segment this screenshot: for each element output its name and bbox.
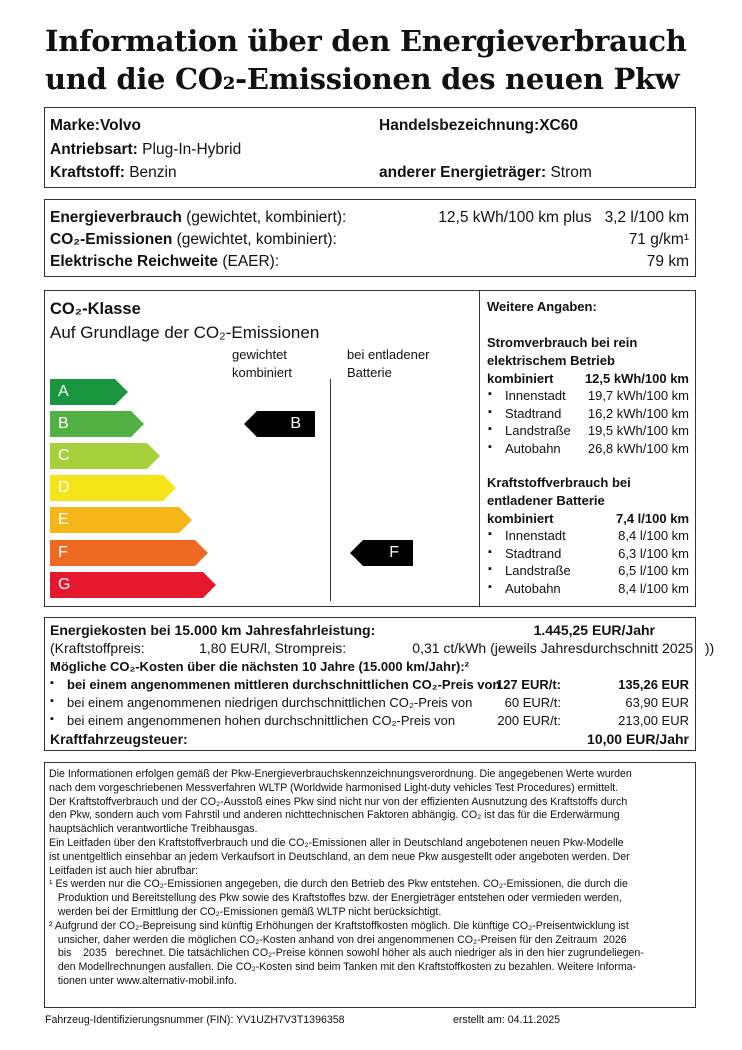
fuel-row-label: ▪ Landstraße — [505, 563, 571, 578]
fuel-row-value: 8,4 l/100 km — [618, 528, 689, 543]
info-line: Leitfaden ist auch hier abrufbar: — [49, 864, 198, 877]
info-line: den Modellrechnungen ausfallen. Die CO₂-Kosten sind beim Tanken mit den Kraftstoffkosten zu bezahlen. Weitere Informa- — [49, 961, 637, 974]
class-bar-g: G — [50, 572, 203, 598]
elec-row-label: ▪ Innenstadt — [505, 388, 566, 403]
fuel-row-value: 6,3 l/100 km — [618, 545, 689, 561]
elec-heading — [487, 334, 637, 370]
class-bar-c: C — [50, 443, 147, 469]
brand-label: Marke: — [50, 117, 100, 134]
co2-class-subheading: Auf Grundlage der CO₂-Emissionen — [50, 323, 320, 342]
co2-cost-row-price: 200 EUR/t: — [497, 713, 561, 728]
fuel-heading — [487, 474, 631, 510]
col-discharged-header — [347, 346, 429, 382]
elec-combined-label: kombiniert — [487, 371, 554, 386]
tax-value: 10,00 EUR/Jahr — [587, 731, 689, 747]
fuel-value: Benzin — [129, 164, 177, 181]
brand-value: Volvo — [99, 117, 142, 134]
info-line: ist unentgeltlich einsehbar an jedem Verkaufsort in Deutschland, an dem neue Pkw ausgestellt oder angeboten werden. Der — [49, 850, 630, 863]
further-heading: Weitere Angaben: — [487, 299, 597, 314]
range-row — [50, 253, 279, 271]
tax-label: Kraftfahrzeugsteuer: — [50, 731, 188, 747]
fuel-row-label: ▪ Autobahn — [505, 581, 561, 596]
energy-consumption-label: Energieverbrauch — [50, 209, 182, 226]
date-value: 04.11.2025 — [507, 1014, 560, 1026]
info-line: Produktion und Bereitstellung des Pkw sowie des Kraftstoffes bzw. der Energieträger entstehen oder vermieden werden, — [49, 892, 622, 905]
energy-costs-label: Energiekosten bei 15.000 km Jahresfahrleistung: — [50, 622, 376, 638]
info-text — [49, 768, 644, 989]
co2-cost-row-text: ▪ bei einem angenommenen niedrigen durchschnittlichen CO₂-Preis von — [67, 695, 472, 710]
fuel-combined-label: kombiniert — [487, 511, 554, 526]
co2-emissions-row — [50, 231, 337, 249]
other-energy-value: Strom — [550, 164, 592, 181]
elec-row-value: 19,7 kWh/100 km — [587, 388, 689, 403]
model-label: Handelsbezeichnung: — [379, 117, 540, 134]
drive-label: Antriebsart: — [50, 141, 138, 158]
info-line: werden bei der Ermittlung der CO₂-Emissionen gemäß WLTP nicht berücksichtigt. — [49, 905, 442, 918]
co2-cost-row-price: 60 EUR/t: — [504, 695, 561, 710]
co2-emissions-value: 71 g/km¹ — [628, 231, 689, 248]
fuel-row-label: ▪ Stadtrand — [505, 546, 561, 561]
co2-class-heading: CO₂-Klasse — [50, 300, 141, 318]
model-value: XC60 — [539, 117, 578, 134]
elec-row-value: 19,5 kWh/100 km — [587, 423, 689, 439]
co2-cost-row-price: 127 EUR/t: — [495, 677, 561, 692]
range-note: (EAER): — [222, 253, 280, 270]
info-line: nach dem vorgeschriebenen Messverfahren WLTP (Worldwide harmonised Light-duty vehicles Test Procedures) ermittelt. — [49, 781, 619, 794]
col-discharged-line2: Batterie — [347, 365, 392, 380]
elec-row-label: ▪ Landstraße — [505, 423, 571, 438]
further-info-divider — [479, 291, 480, 606]
col-discharged-line1: bei entladener — [347, 347, 430, 362]
class-bar-b: B — [50, 411, 131, 437]
info-line: den Pkw, sondern auch vom Fahrstil und anderen nichttechnischen Faktoren abhängig. CO₂ ist das für die Erderwärmung — [49, 809, 620, 822]
co2-class-box — [44, 290, 696, 607]
fuel-label: Kraftstoff: — [50, 164, 125, 181]
range-label: Elektrische Reichweite — [50, 253, 218, 270]
info-line: tionen unter www.alternativ-mobil.info. — [49, 974, 237, 987]
co2-costs-label: Mögliche CO₂-Kosten über die nächsten 10 Jahre (15.000 km/Jahr):² — [50, 659, 470, 674]
info-line: unsicher, daher werden die möglichen CO₂-Kosten anhand von drei angenommenen CO₂-Preisen für den Zeitraum 2026 — [49, 933, 627, 946]
fin-row — [45, 1014, 345, 1026]
fin-value: YV1UZH7V3T1396358 — [236, 1014, 345, 1026]
title-line-1: Information über den Energieverbrauch — [45, 24, 687, 58]
class-bar-e: E — [50, 507, 179, 533]
costs-box — [44, 617, 715, 751]
fuel-row-value: 6,5 l/100 km — [618, 563, 689, 579]
elec-row-value: 16,2 kWh/100 km — [587, 405, 689, 421]
elec-heading-line2: elektrischem Betrieb — [487, 353, 615, 368]
model-row — [379, 117, 578, 135]
co2-cost-row-value: 135,26 EUR — [618, 677, 689, 692]
fuel-row-label: ▪ Innenstadt — [505, 528, 566, 543]
elec-row-label: ▪ Stadtrand — [505, 406, 561, 421]
info-line: bis 2035 berechnet. Die tatsächlichen CO₂-Preise können sowohl höher als auch niedriger als in den hier zugrundeliegen- — [49, 947, 644, 960]
date-row — [453, 1014, 560, 1026]
energy-costs-value: 1.445,25 EUR/Jahr — [533, 622, 655, 638]
fuel-row-value: 8,4 l/100 km — [618, 580, 689, 596]
consumption-box — [44, 199, 696, 277]
co2-cost-row-value: 213,00 EUR — [618, 713, 689, 728]
vehicle-box — [44, 107, 696, 188]
fuel-combined-value: 7,4 l/100 km — [616, 511, 689, 526]
drive-value: Plug-In-Hybrid — [142, 141, 242, 158]
energy-consumption-row — [50, 209, 346, 227]
elec-combined-value: 12,5 kWh/100 km — [584, 371, 689, 386]
page-title — [45, 22, 705, 98]
class-column-divider — [330, 379, 331, 601]
co2-cost-row-text: ▪ bei einem angenommenen hohen durchschnittlichen CO₂-Preis von — [67, 713, 455, 728]
date-label: erstellt am: — [453, 1014, 505, 1026]
info-line: ² Aufgrund der CO₂-Bepreisung sind künftig Erhöhungen der Kraftstoffkosten möglich. Die künftige CO₂-Preisentwicklung ist — [49, 919, 629, 932]
elec-row-label: ▪ Autobahn — [505, 441, 561, 456]
class-bar-d: D — [50, 475, 163, 501]
discharged-class-marker: F — [363, 540, 413, 566]
info-line: Der Kraftstoffverbrauch und der CO₂-Ausstoß eines Pkw sind nicht nur von der effizienten Ausnutzung des Kraftstoffs durch — [49, 795, 628, 808]
brand-row — [50, 117, 141, 135]
col-weighted-line2: kombiniert — [232, 365, 292, 380]
col-weighted-line1: gewichtet — [232, 347, 287, 362]
info-line: Ein Leitfaden über den Kraftstoffverbrauch und die CO₂-Emissionen aller in Deutschland angebotenen neuen Pkw-Modelle — [49, 836, 624, 849]
info-line: Die Informationen erfolgen gemäß der Pkw-Energieverbrauchskennzeichnungsverordnung. Die angegebenen Werte wurden — [49, 768, 632, 780]
energy-consumption-note: (gewichtet, kombiniert): — [186, 209, 347, 226]
title-line-2: und die CO₂-Emissionen des neuen Pkw — [45, 62, 680, 96]
co2-cost-row-value: 63,90 EUR — [625, 695, 689, 710]
price-line: (Kraftstoffpreis: 1,80 EUR/l, Strompreis: 0,31 ct/kWh (jeweils Jahresdurchschnitt 2025 )) — [50, 640, 715, 656]
drive-row — [50, 141, 241, 159]
co2-cost-row-text: ▪ bei einem angenommenen mittleren durchschnittlichen CO₂-Preis von — [67, 677, 500, 692]
weighted-class-marker: B — [257, 411, 315, 437]
info-line: ¹ Es werden nur die CO₂-Emissionen angegeben, die durch den Betrieb des Pkw entstehen. CO₂-Emissionen, die durch die — [49, 878, 628, 891]
elec-heading-line1: Stromverbrauch bei rein — [487, 335, 638, 350]
co2-emissions-note: (gewichtet, kombiniert): — [176, 231, 337, 248]
class-bar-a: A — [50, 379, 115, 405]
co2-emissions-label: CO₂-Emissionen — [50, 231, 173, 248]
fin-label: Fahrzeug-Identifizierungsnummer (FIN): — [45, 1014, 234, 1026]
fuel-heading-line2: entladener Batterie — [487, 493, 605, 508]
info-box — [44, 762, 696, 1008]
elec-row-value: 26,8 kWh/100 km — [587, 440, 689, 456]
range-value: 79 km — [646, 253, 689, 270]
col-weighted-header — [232, 346, 292, 382]
info-line: hauptsächlich verantwortliche Treibhausgas. — [49, 823, 258, 836]
fuel-heading-line1: Kraftstoffverbrauch bei — [487, 475, 631, 490]
class-bar-f: F — [50, 540, 195, 566]
other-energy-row — [379, 164, 592, 182]
energy-consumption-value: 12,5 kWh/100 km plus 3,2 l/100 km — [438, 209, 689, 226]
fuel-row — [50, 164, 177, 182]
other-energy-label: anderer Energieträger: — [379, 164, 547, 181]
